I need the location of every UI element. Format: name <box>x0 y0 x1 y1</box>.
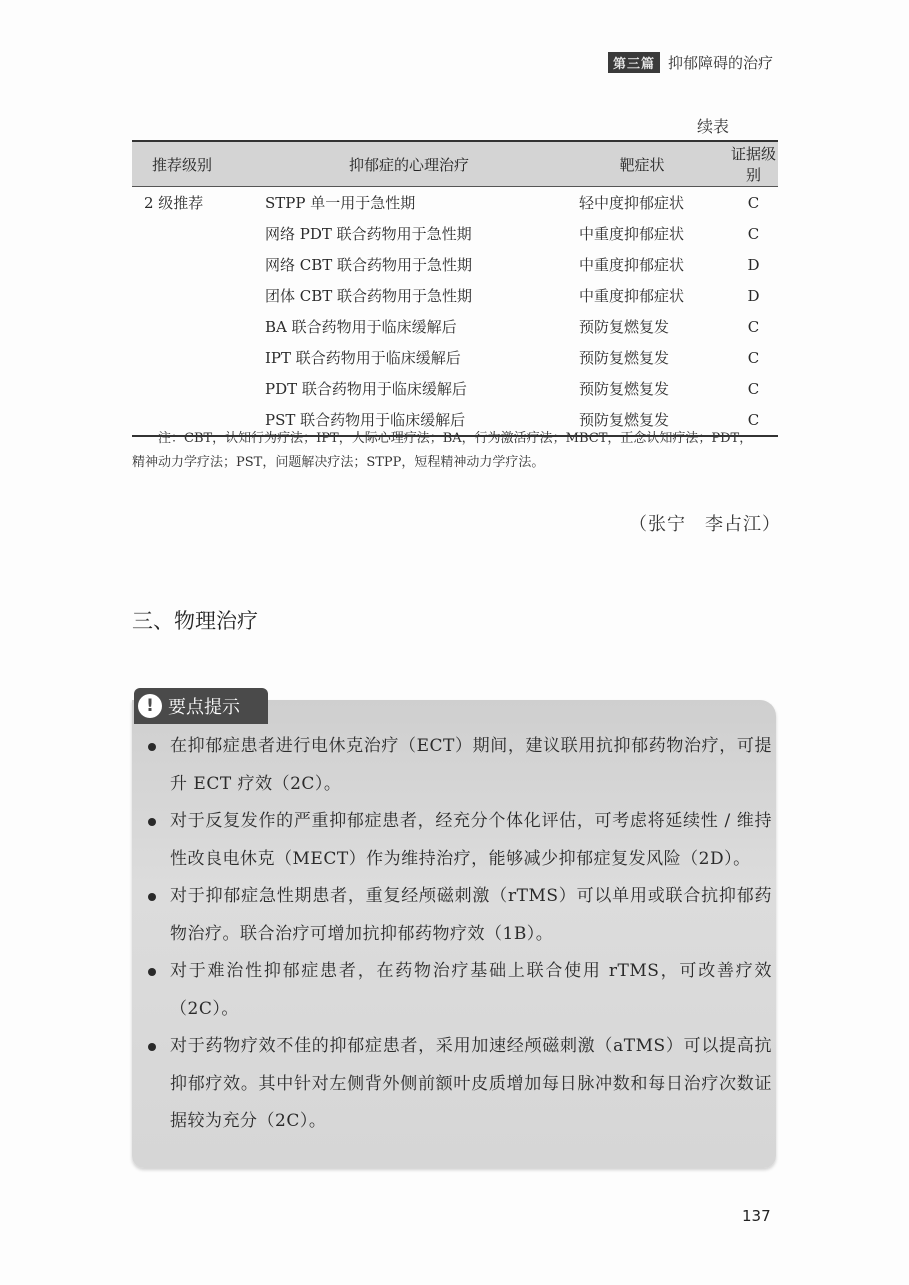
cell-evidence: D <box>747 286 760 305</box>
list-item <box>146 878 772 953</box>
cell-target: 预防复燃复发 <box>579 411 670 429</box>
bullet-icon <box>148 968 156 976</box>
cell-evidence: C <box>747 193 760 212</box>
column-header-target: 靶症状 <box>619 155 665 174</box>
cell-target: 预防复燃复发 <box>579 380 670 398</box>
cell-level <box>132 342 263 373</box>
bullet-icon <box>148 818 156 826</box>
table-row <box>132 280 778 311</box>
keypoints-label: 要点提示 <box>168 697 240 718</box>
table-row <box>132 187 778 219</box>
cell-level: 2 级推荐 <box>144 194 204 212</box>
section-title: 三、物理治疗 <box>132 609 258 633</box>
table-header-row <box>132 141 778 187</box>
table-row <box>132 218 778 249</box>
cell-therapy: 团体 CBT 联合药物用于急性期 <box>265 287 473 305</box>
cell-target: 轻中度抑郁症状 <box>579 194 685 212</box>
cell-target: 预防复燃复发 <box>579 349 670 367</box>
table-row <box>132 342 778 373</box>
table-note <box>132 427 782 475</box>
cell-evidence: C <box>747 348 760 367</box>
list-item <box>146 1028 772 1141</box>
chapter-title: 抑郁障碍的治疗 <box>667 54 773 72</box>
cell-therapy: PST 联合药物用于临床缓解后 <box>265 411 466 429</box>
cell-target: 中重度抑郁症状 <box>579 256 685 274</box>
table-row <box>132 249 778 280</box>
cell-target: 预防复燃复发 <box>579 318 670 336</box>
table-row <box>132 311 778 342</box>
exclamation-icon: ! <box>138 694 162 718</box>
cell-target: 中重度抑郁症状 <box>579 225 685 243</box>
table-note-line: 注：CBT，认知行为疗法；IPT，人际心理疗法；BA，行为激活疗法；MBCT，正念认知疗法；PDT， <box>158 431 753 446</box>
keypoint-text: 对于难治性抑郁症患者，在药物治疗基础上联合使用 rTMS，可改善疗效（2C）。 <box>170 961 772 1019</box>
bullet-icon <box>148 1043 156 1051</box>
column-header-level: 推荐级别 <box>152 155 213 174</box>
keypoint-text: 对于药物疗效不佳的抑郁症患者，采用加速经颅磁刺激（aTMS）可以提高抗抑郁疗效。其中针对左侧背外侧前额叶皮质增加每日脉冲数和每日治疗次数证据较为充分（2C）。 <box>170 1036 772 1131</box>
cell-evidence: C <box>747 379 760 398</box>
keypoint-text: 在抑郁症患者进行电休克治疗（ECT）期间，建议联用抗抑郁药物治疗，可提升 ECT 疗效（2C）。 <box>170 736 772 794</box>
cell-evidence: C <box>747 410 760 429</box>
cell-therapy: STPP 单一用于急性期 <box>265 194 416 212</box>
authors: （张宁 李占江） <box>629 514 781 535</box>
keypoints-list <box>146 728 772 1141</box>
keypoint-text: 对于反复发作的严重抑郁症患者，经充分个体化评估，可考虑将延续性 / 维持性改良电休克（MECT）作为维持治疗，能够减少抑郁症复发风险（2D）。 <box>170 811 772 869</box>
cell-target: 中重度抑郁症状 <box>579 287 685 305</box>
column-header-evidence: 证据级别 <box>730 145 776 184</box>
table-row <box>132 373 778 404</box>
cell-therapy: IPT 联合药物用于临床缓解后 <box>265 349 461 367</box>
cell-therapy: PDT 联合药物用于临床缓解后 <box>265 380 467 398</box>
list-item <box>146 953 772 1028</box>
cell-therapy: 网络 PDT 联合药物用于急性期 <box>265 225 472 243</box>
cell-therapy: BA 联合药物用于临床缓解后 <box>265 318 457 336</box>
continued-table-label: 续表 <box>697 117 730 136</box>
cell-level <box>132 218 263 249</box>
page-number: 137 <box>742 1207 771 1225</box>
list-item <box>146 803 772 878</box>
list-item <box>146 728 772 803</box>
bullet-icon <box>148 743 156 751</box>
keypoint-text: 对于抑郁症急性期患者，重复经颅磁刺激（rTMS）可以单用或联合抗抑郁药物治疗。联合治疗可增加抗抑郁药物疗效（1B）。 <box>170 886 772 944</box>
keypoints-tab <box>134 688 268 724</box>
recommendation-table <box>132 140 778 437</box>
cell-evidence: C <box>747 317 760 336</box>
cell-therapy: 网络 CBT 联合药物用于急性期 <box>265 256 473 274</box>
bullet-icon <box>148 893 156 901</box>
cell-level <box>132 280 263 311</box>
running-head <box>608 52 773 73</box>
cell-evidence: D <box>747 255 760 274</box>
cell-level <box>132 373 263 404</box>
column-header-therapy: 抑郁症的心理治疗 <box>348 155 469 174</box>
table-note-line: 精神动力学疗法；PST，问题解决疗法；STPP，短程精神动力学疗法。 <box>132 455 545 470</box>
cell-evidence: C <box>747 224 760 243</box>
cell-level <box>132 249 263 280</box>
chapter-badge: 第三篇 <box>608 52 660 73</box>
cell-level <box>132 311 263 342</box>
